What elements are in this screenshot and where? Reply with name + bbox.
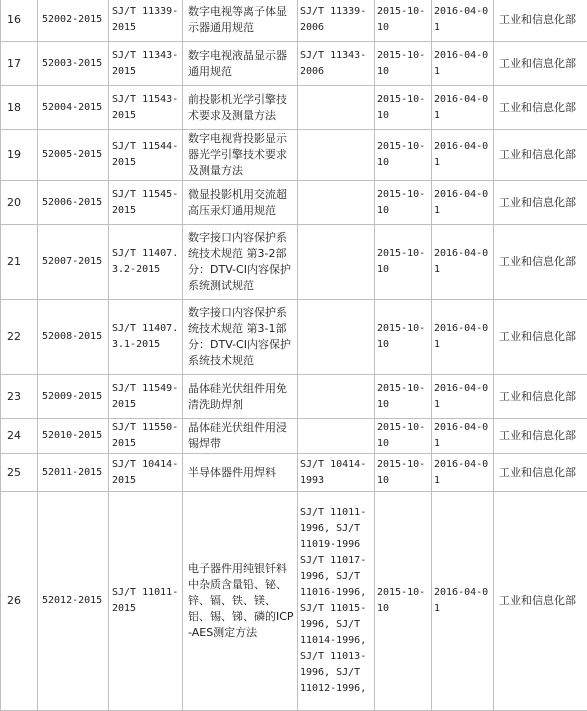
standard-code: 52002-2015 [38,0,109,42]
row-number: 18 [1,86,38,130]
standard-code: 52008-2015 [38,300,109,375]
standard-code: 52010-2015 [38,419,109,454]
table-body [1,0,587,711]
table-row [1,375,587,419]
standard-code: 52007-2015 [38,225,109,300]
row-number: 24 [1,419,38,454]
standard-title: 微显投影机用交流超高压汞灯通用规范 [183,181,298,225]
implement-date: 2016-04-01 [432,181,494,225]
row-number: 23 [1,375,38,419]
table-row [1,130,587,181]
row-number: 22 [1,300,38,375]
standard-number: SJ/T 11550-2015 [109,419,183,454]
implement-date: 2016-04-01 [432,300,494,375]
issue-date: 2015-10-10 [375,419,432,454]
standard-title: 数字电视背投影显示器光学引擎技术要求及测量方法 [183,130,298,181]
standard-code: 52003-2015 [38,42,109,86]
department: 工业和信息化部 [494,42,587,86]
issue-date: 2015-10-10 [375,130,432,181]
standard-title: 晶体硅光伏组件用免清洗助焊剂 [183,375,298,419]
replaced-standard [298,300,375,375]
standard-number: SJ/T 10414-2015 [109,454,183,492]
department: 工业和信息化部 [494,300,587,375]
table-row [1,0,587,42]
issue-date: 2015-10-10 [375,181,432,225]
implement-date: 2016-04-01 [432,0,494,42]
row-number: 21 [1,225,38,300]
row-number: 17 [1,42,38,86]
standard-code: 52011-2015 [38,454,109,492]
standard-number: SJ/T 11549-2015 [109,375,183,419]
standard-title: 数字接口内容保护系统技术规范 第3-2部分：DTV-CI内容保护系统测试规范 [183,225,298,300]
standard-number: SJ/T 11343-2015 [109,42,183,86]
replaced-standard [298,419,375,454]
issue-date: 2015-10-10 [375,454,432,492]
department: 工业和信息化部 [494,419,587,454]
replaced-standard [298,86,375,130]
standard-code: 52009-2015 [38,375,109,419]
issue-date: 2015-10-10 [375,0,432,42]
implement-date: 2016-04-01 [432,375,494,419]
standard-number: SJ/T 11011-2015 [109,492,183,711]
standard-title: 半导体器件用焊料 [183,454,298,492]
standard-title: 电子器件用纯银钎料中杂质含量铅、铋、锌、镉、铁、镁、铝、锡、锑、磷的ICP-AES测定方法 [183,492,298,711]
standard-code: 52006-2015 [38,181,109,225]
standard-title: 数字电视等离子体显示器通用规范 [183,0,298,42]
issue-date: 2015-10-10 [375,42,432,86]
issue-date: 2015-10-10 [375,225,432,300]
implement-date: 2016-04-01 [432,419,494,454]
implement-date: 2016-04-01 [432,454,494,492]
row-number: 16 [1,0,38,42]
row-number: 26 [1,492,38,711]
standard-code: 52004-2015 [38,86,109,130]
implement-date: 2016-04-01 [432,86,494,130]
table-row [1,181,587,225]
standard-title: 晶体硅光伏组件用浸锡焊带 [183,419,298,454]
standard-title: 数字接口内容保护系统技术规范 第3-1部分：DTV-CI内容保护系统技术规范 [183,300,298,375]
department: 工业和信息化部 [494,181,587,225]
standard-number: SJ/T 11545-2015 [109,181,183,225]
standard-number: SJ/T 11339-2015 [109,0,183,42]
standard-code: 52005-2015 [38,130,109,181]
standard-number: SJ/T 11407.3.2-2015 [109,225,183,300]
department: 工业和信息化部 [494,130,587,181]
standard-title: 前投影机光学引擎技术要求及测量方法 [183,86,298,130]
issue-date: 2015-10-10 [375,492,432,711]
issue-date: 2015-10-10 [375,375,432,419]
department: 工业和信息化部 [494,375,587,419]
replaced-standard: SJ/T 11343-2006 [298,42,375,86]
table-row [1,300,587,375]
standard-number: SJ/T 11407.3.1-2015 [109,300,183,375]
department: 工业和信息化部 [494,86,587,130]
implement-date: 2016-04-01 [432,492,494,711]
department: 工业和信息化部 [494,0,587,42]
implement-date: 2016-04-01 [432,130,494,181]
department: 工业和信息化部 [494,492,587,711]
standard-title: 数字电视液晶显示器通用规范 [183,42,298,86]
table-row [1,454,587,492]
department: 工业和信息化部 [494,225,587,300]
replaced-standard [298,375,375,419]
table-row [1,225,587,300]
replaced-standard: SJ/T 11011-1996, SJ/T 11019-1996 SJ/T 11017-1996, SJ/T 11016-1996, SJ/T 11015-1996, SJ/T 11014-1996, SJ/T 11013-1996, SJ/T 11012-1996, [298,492,375,711]
implement-date: 2016-04-01 [432,225,494,300]
issue-date: 2015-10-10 [375,86,432,130]
table-row [1,419,587,454]
standard-code: 52012-2015 [38,492,109,711]
replaced-standard: SJ/T 10414-1993 [298,454,375,492]
replaced-standard [298,181,375,225]
replaced-standard: SJ/T 11339-2006 [298,0,375,42]
department: 工业和信息化部 [494,454,587,492]
table-row [1,492,587,711]
table-row [1,86,587,130]
row-number: 25 [1,454,38,492]
row-number: 20 [1,181,38,225]
standard-number: SJ/T 11543-2015 [109,86,183,130]
row-number: 19 [1,130,38,181]
standard-number: SJ/T 11544-2015 [109,130,183,181]
replaced-standard [298,225,375,300]
implement-date: 2016-04-01 [432,42,494,86]
replaced-standard [298,130,375,181]
table-row [1,42,587,86]
issue-date: 2015-10-10 [375,300,432,375]
